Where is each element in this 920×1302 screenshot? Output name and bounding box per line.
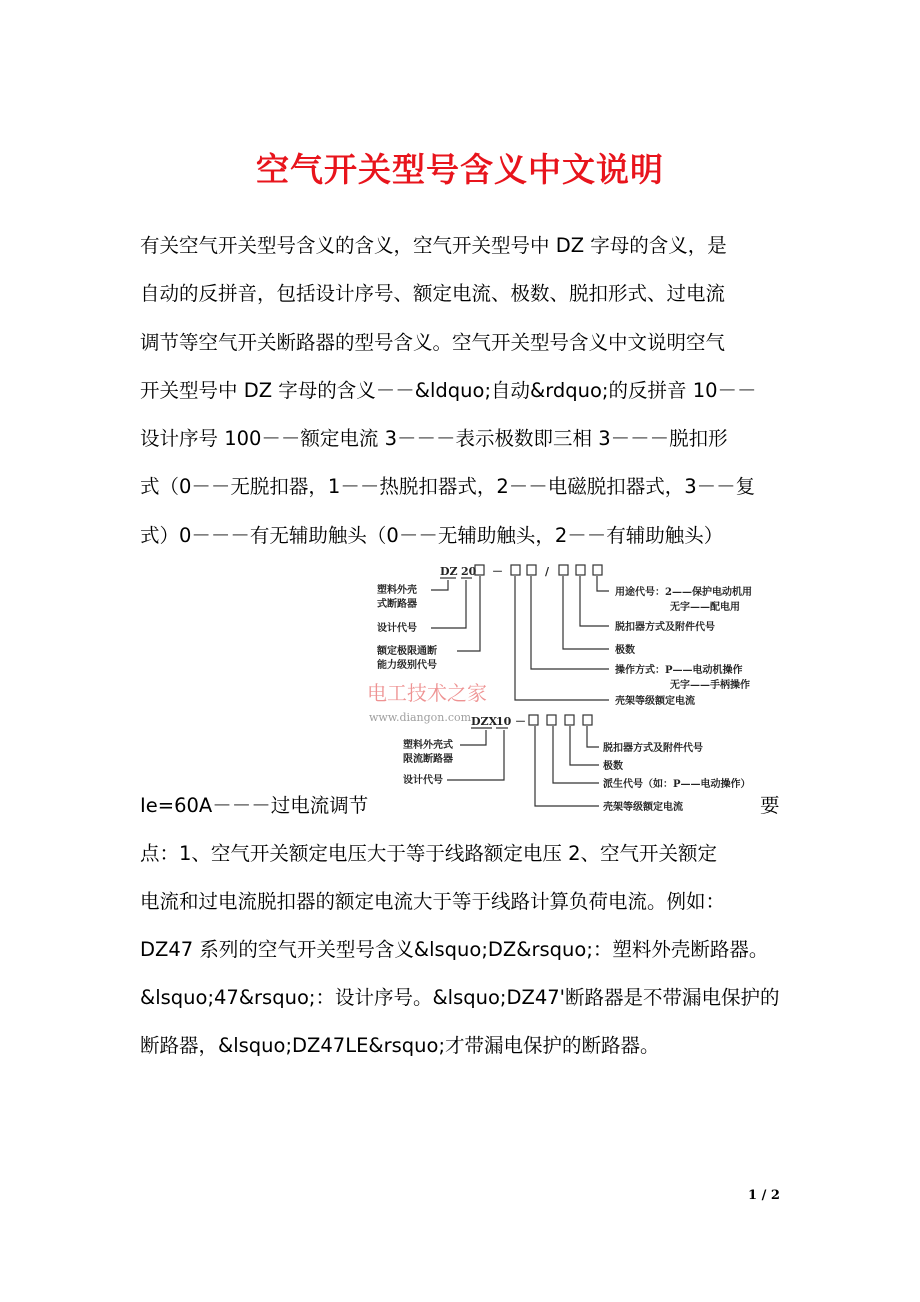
- diagram-label: 设计代号: [377, 623, 417, 634]
- code-dash: －: [515, 715, 526, 728]
- code-box: [583, 715, 592, 725]
- code-box: [593, 565, 602, 575]
- diagram-label: 塑料外壳式: [403, 740, 453, 751]
- diagram-label: 壳架等级额定电流: [615, 696, 695, 707]
- diagram-label: 额定极限通断: [377, 646, 437, 657]
- text-line: 式（0－－无脱扣器，1－－热脱扣器式，2－－电磁脱扣器式，3－－复: [140, 475, 756, 498]
- model-number-diagram: [365, 555, 785, 817]
- code-box: [547, 715, 556, 725]
- diagram-label: 极数: [603, 761, 623, 772]
- code-prefix: DZ: [440, 565, 458, 578]
- code-box: [576, 565, 585, 575]
- code-dash: －: [492, 565, 503, 578]
- text-line: DZ47 系列的空气开关型号含义&lsquo;DZ&rsquo;：塑料外壳断路器。: [140, 938, 769, 961]
- text-line: 断路器，&lsquo;DZ47LE&rsquo;才带漏电保护的断路器。: [140, 1034, 660, 1057]
- code-box: [527, 565, 536, 575]
- text-line: 开关型号中 DZ 字母的含义－－&ldquo;自动&rdquo;的反拼音 10－－: [140, 379, 757, 402]
- page-number: 1 / 2: [748, 1188, 780, 1203]
- diagram-label: 脱扣器方式及附件代号: [615, 622, 715, 633]
- code-number: 10: [496, 715, 512, 728]
- watermark-text: 电工技术之家: [367, 681, 487, 705]
- diagram-label: 操作方式：P——电动机操作: [615, 665, 743, 676]
- text-line: 自动的反拼音，包括设计序号、额定电流、极数、脱扣形式、过电流: [140, 282, 726, 305]
- diagram-label: 式断路器: [377, 599, 417, 610]
- diagram-label: 脱扣器方式及附件代号: [603, 743, 703, 754]
- diagram-label: 限流断路器: [403, 754, 453, 765]
- text-line: 设计序号 100－－额定电流 3－－－表示极数即三相 3－－－脱扣形: [140, 427, 728, 450]
- text-line: 调节等空气开关断路器的型号含义。空气开关型号含义中文说明空气: [140, 331, 726, 354]
- code-box: [529, 715, 538, 725]
- diagram-label: 塑料外壳: [377, 585, 417, 596]
- code-slash: /: [545, 565, 550, 578]
- diagram-label: 设计代号: [403, 775, 443, 786]
- code-box: [565, 715, 574, 725]
- code-box: [475, 565, 484, 575]
- inline-text-left: Ie=60A－－－过电流调节: [140, 794, 369, 817]
- diagram-label: 无字——手柄操作: [670, 680, 750, 691]
- diagram-label: 能力级别代号: [377, 660, 437, 671]
- text-line: 式）0－－－有无辅助触头（0－－无辅助触头，2－－有辅助触头）: [140, 524, 724, 547]
- text-line: 电流和过电流脱扣器的额定电流大于等于线路计算负荷电流。例如：: [140, 890, 726, 913]
- diagram-label: 壳架等级额定电流: [603, 802, 683, 813]
- inline-text-right: 要: [760, 794, 780, 817]
- text-line: 点：1、空气开关额定电压大于等于线路额定电压 2、空气开关额定: [140, 842, 718, 865]
- diagram-label: 极数: [615, 645, 635, 656]
- text-line: &lsquo;47&rsquo;：设计序号。&lsquo;DZ47'断路器是不带漏电保护的: [140, 986, 780, 1009]
- diagram-label: 用途代号：2——保护电动机用: [615, 587, 752, 598]
- diagram-label: 派生代号（如：P——电动操作）: [603, 779, 751, 790]
- code-box: [559, 565, 568, 575]
- text-line: 有关空气开关型号含义的含义，空气开关型号中 DZ 字母的含义，是: [140, 234, 727, 257]
- document-title: 空气开关型号含义中文说明: [256, 150, 664, 189]
- watermark-url: www.diangon.com: [369, 711, 472, 724]
- code-number: 20: [461, 565, 477, 578]
- code-box: [511, 565, 520, 575]
- code-prefix: DZX: [471, 715, 498, 728]
- diagram-label: 无字——配电用: [670, 602, 740, 613]
